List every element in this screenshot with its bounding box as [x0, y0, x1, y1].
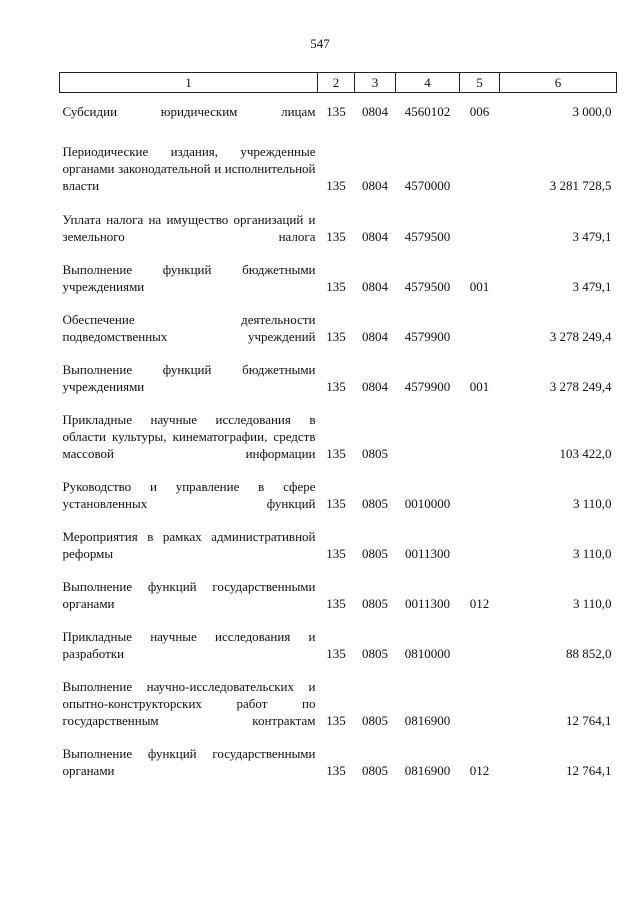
row-code-5: 006: [469, 104, 490, 119]
row-code-3: 0804: [362, 229, 388, 244]
row-amount: 88 852,0: [566, 646, 612, 661]
row-code-5: [460, 411, 500, 462]
row-amount: 3 110,0: [572, 596, 612, 611]
row-code-4: 0816900: [404, 713, 451, 728]
row-name: Обеспечение деятельности подведомственных учреждений: [62, 312, 316, 344]
row-code-3: 0804: [362, 329, 388, 344]
table-row: [60, 211, 617, 245]
header-col-6: 6: [500, 73, 617, 93]
row-spacer: [60, 462, 617, 478]
row-code-5: [460, 528, 500, 562]
row-code-5: 001: [469, 279, 490, 294]
spacer-cell: [60, 93, 617, 104]
row-spacer: [60, 295, 617, 311]
table-row: [60, 143, 617, 194]
row-spacer: [60, 120, 617, 143]
spacer-cell: [60, 662, 617, 678]
row-amount: 3 110,0: [572, 546, 612, 561]
row-amount: 12 764,1: [566, 763, 612, 778]
row-spacer: [60, 612, 617, 628]
row-code-3: 0805: [362, 763, 388, 778]
row-amount: 3 479,1: [572, 229, 612, 244]
row-amount: 3 000,0: [572, 104, 612, 119]
row-code-3: 0805: [362, 496, 388, 511]
row-code-2: 135: [326, 379, 346, 394]
row-amount: 3 281 728,5: [549, 178, 612, 193]
table-row: [60, 478, 617, 512]
row-name: Руководство и управление в сфере установленных функций: [62, 479, 316, 511]
row-code-2: 135: [326, 229, 346, 244]
table-row: [60, 261, 617, 295]
spacer-cell: [60, 612, 617, 628]
row-code-5: 012: [469, 596, 490, 611]
row-name: Субсидии юридическим лицам: [62, 104, 316, 119]
table-row: [60, 411, 617, 462]
row-code-3: 0805: [362, 646, 388, 661]
spacer-cell: [60, 345, 617, 361]
row-code-2: 135: [326, 646, 346, 661]
table-header: [60, 73, 617, 93]
row-code-2: 135: [326, 329, 346, 344]
row-code-2: 135: [326, 279, 346, 294]
row-spacer: [60, 93, 617, 104]
row-code-4: 0011300: [404, 596, 451, 611]
row-code-3: 0804: [362, 104, 388, 119]
row-code-4: 0010000: [404, 496, 451, 511]
row-code-4: 4579900: [404, 379, 451, 394]
row-amount: 3 278 249,4: [549, 379, 612, 394]
row-spacer: [60, 729, 617, 745]
row-name: Выполнение функций бюджетными учреждениями: [62, 262, 316, 294]
row-code-3: 0805: [362, 546, 388, 561]
header-col-3: 3: [355, 73, 396, 93]
row-name: Прикладные научные исследования в области культуры, кинематографии, средств массовой информации: [62, 412, 316, 461]
row-amount: 3 479,1: [572, 279, 612, 294]
row-spacer: [60, 512, 617, 528]
row-code-4: 0816900: [404, 763, 451, 778]
row-code-3: 0804: [362, 279, 388, 294]
spacer-cell: [60, 120, 617, 143]
spacer-cell: [60, 512, 617, 528]
header-col-5: 5: [460, 73, 500, 93]
row-name: Выполнение функций бюджетными учреждениями: [62, 362, 316, 394]
row-name: Выполнение научно-исследовательских и опытно-конструкторских работ по государственным контрактам: [62, 679, 316, 728]
row-name: Уплата налога на имущество организаций и земельного налога: [62, 212, 316, 244]
table-row: [60, 745, 617, 779]
table-row: [60, 678, 617, 729]
spacer-cell: [60, 245, 617, 261]
row-code-5: [460, 311, 500, 345]
row-code-5: [460, 143, 500, 194]
header-col-1: 1: [60, 73, 318, 93]
row-spacer: [60, 562, 617, 578]
row-name: Выполнение функций государственными органами: [62, 579, 316, 611]
page-number: 547: [310, 36, 330, 51]
row-name: Выполнение функций государственными органами: [62, 746, 316, 778]
row-name: Мероприятия в рамках административной реформы: [62, 529, 316, 561]
row-code-2: 135: [326, 496, 346, 511]
row-code-2: 135: [326, 713, 346, 728]
row-amount: 3 110,0: [572, 496, 612, 511]
table-body: [60, 93, 617, 780]
row-code-2: 135: [326, 104, 346, 119]
row-code-4: 0011300: [404, 546, 451, 561]
table-row: [60, 311, 617, 345]
row-spacer: [60, 662, 617, 678]
row-code-2: 135: [326, 178, 346, 193]
spacer-cell: [60, 562, 617, 578]
row-code-5: [460, 628, 500, 662]
row-code-3: 0805: [362, 596, 388, 611]
row-code-5: [460, 478, 500, 512]
row-spacer: [60, 395, 617, 411]
row-code-4: [396, 411, 460, 462]
header-col-4: 4: [396, 73, 460, 93]
spacer-cell: [60, 295, 617, 311]
row-code-5: 012: [469, 763, 490, 778]
table-row: [60, 578, 617, 612]
table-row: [60, 103, 617, 120]
row-code-3: 0804: [362, 379, 388, 394]
row-amount: 12 764,1: [566, 713, 612, 728]
row-code-4: 0810000: [404, 646, 451, 661]
row-name: Прикладные научные исследования и разработки: [62, 629, 316, 661]
row-amount: 103 422,0: [559, 446, 612, 461]
row-code-5: 001: [469, 379, 490, 394]
row-spacer: [60, 245, 617, 261]
row-code-3: 0805: [362, 713, 388, 728]
budget-table: [59, 72, 617, 779]
row-code-3: 0804: [362, 178, 388, 193]
row-code-4: 4560102: [404, 104, 451, 119]
header-col-2: 2: [318, 73, 355, 93]
spacer-cell: [60, 395, 617, 411]
row-code-2: 135: [326, 446, 346, 461]
row-code-4: 4570000: [404, 178, 451, 193]
spacer-cell: [60, 462, 617, 478]
table-row: [60, 628, 617, 662]
row-amount: 3 278 249,4: [549, 329, 612, 344]
row-code-4: 4579900: [404, 329, 451, 344]
row-code-2: 135: [326, 763, 346, 778]
spacer-cell: [60, 194, 617, 211]
row-name: Периодические издания, учрежденные органами законодательной и исполнительной власти: [62, 144, 316, 193]
row-code-4: 4579500: [404, 279, 451, 294]
table-row: [60, 528, 617, 562]
row-code-5: [460, 211, 500, 245]
row-code-5: [460, 678, 500, 729]
table-row: [60, 361, 617, 395]
row-code-4: 4579500: [404, 229, 451, 244]
row-spacer: [60, 194, 617, 211]
row-spacer: [60, 345, 617, 361]
spacer-cell: [60, 729, 617, 745]
row-code-2: 135: [326, 546, 346, 561]
row-code-3: 0805: [362, 446, 388, 461]
row-code-2: 135: [326, 596, 346, 611]
